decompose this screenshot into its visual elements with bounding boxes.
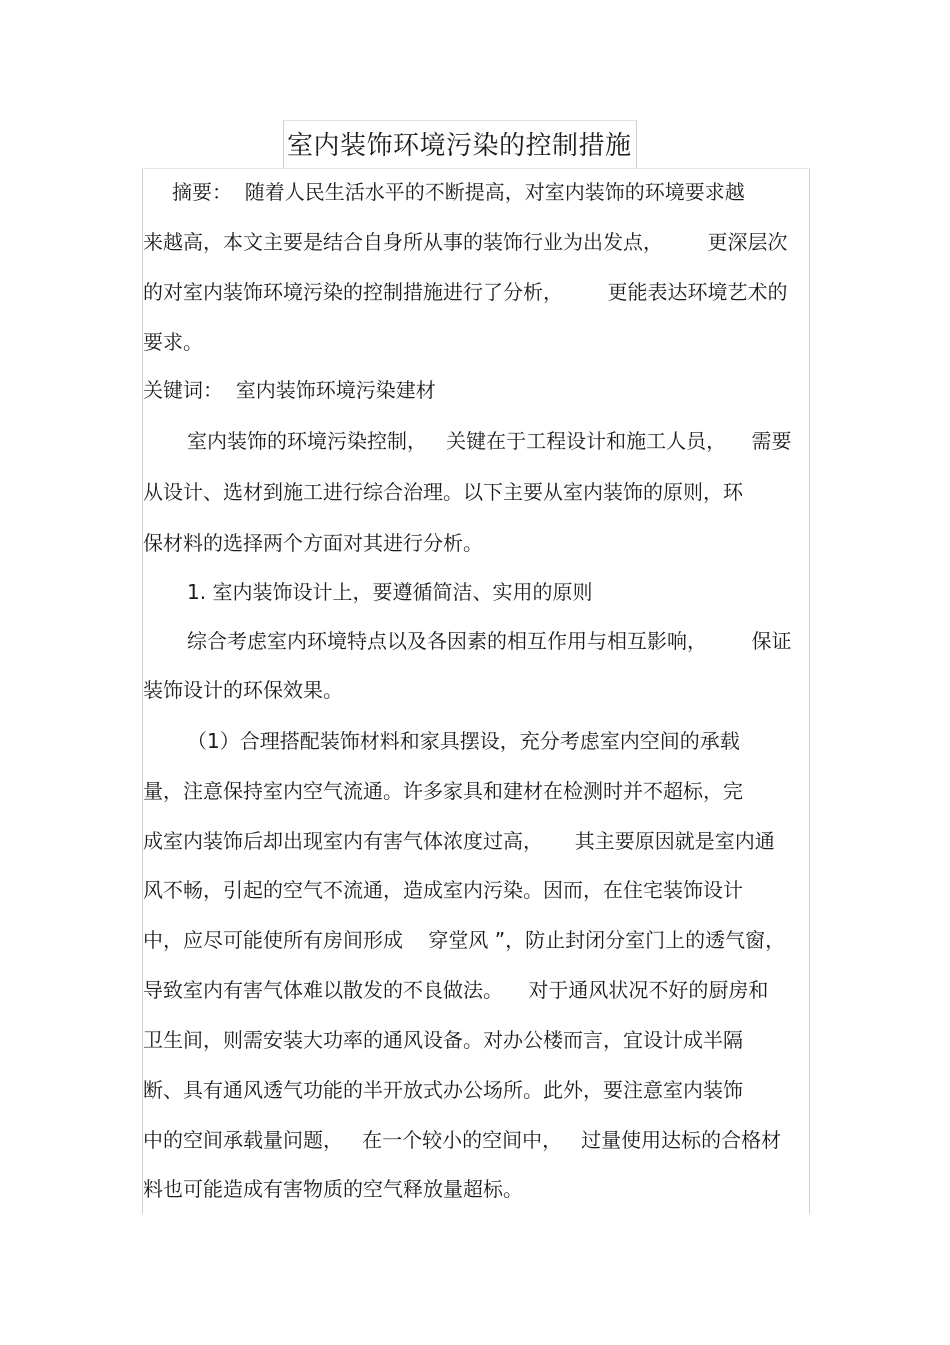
body-text-line: 导致室内有害气体难以散发的不良做法。 对于通风状况不好的厨房和 — [143, 978, 769, 1002]
body-text-line: 风不畅，引起的空气不流通，造成室内污染。因而，在住宅装饰设计 — [143, 878, 743, 902]
body-text-line: 来越高，本文主要是结合自身所从事的装饰行业为出发点， 更深层次 — [143, 230, 788, 254]
body-text-line: 中的空间承载量问题， 在一个较小的空间中， 过量使用达标的合格材 — [143, 1128, 782, 1152]
document-title: 室内装饰环境污染的控制措施 — [287, 131, 632, 161]
body-text-line: 断、具有通风透气功能的半开放式办公场所。此外，要注意室内装饰 — [143, 1078, 743, 1102]
section-heading: 1. 室内装饰设计上，要遵循简洁、实用的原则 — [187, 580, 593, 604]
body-text-line: 要求。 — [143, 330, 203, 354]
body-text-line: 料也可能造成有害物质的空气释放量超标。 — [143, 1177, 523, 1201]
body-text-line: 的对室内装饰环境污染的控制措施进行了分析， 更能表达环境艺术的 — [143, 280, 788, 304]
body-text-line: 从设计、选材到施工进行综合治理。以下主要从室内装饰的原则，环 — [143, 480, 743, 504]
body-text-line: 量，注意保持室内空气流通。许多家具和建材在检测时并不超标，完 — [143, 779, 743, 803]
body-text-line: 室内装饰的环境污染控制， 关键在于工程设计和施工人员， 需要 — [187, 429, 792, 453]
body-text-line: 中，应尽可能使所有房间形成 穿堂风 ”，防止封闭分室门上的透气窗， — [143, 928, 786, 952]
body-text-line: （1）合理搭配装饰材料和家具摆设，充分考虑室内空间的承载 — [187, 729, 740, 753]
body-text-line: 保材料的选择两个方面对其进行分析。 — [143, 531, 483, 555]
body-text-line: 卫生间，则需安装大功率的通风设备。对办公楼而言，宜设计成半隔 — [143, 1028, 743, 1052]
body-text-line: 综合考虑室内环境特点以及各因素的相互作用与相互影响， 保证 — [187, 629, 792, 653]
body-text-line: 装饰设计的环保效果。 — [143, 678, 343, 702]
body-text-line: 摘要： 随着人民生活水平的不断提高，对室内装饰的环境要求越 — [172, 180, 745, 204]
body-text-line: 成室内装饰后却出现室内有害气体浓度过高， 其主要原因就是室内通 — [143, 829, 775, 853]
keywords-line: 关键词： 室内装饰环境污染建材 — [143, 378, 436, 402]
